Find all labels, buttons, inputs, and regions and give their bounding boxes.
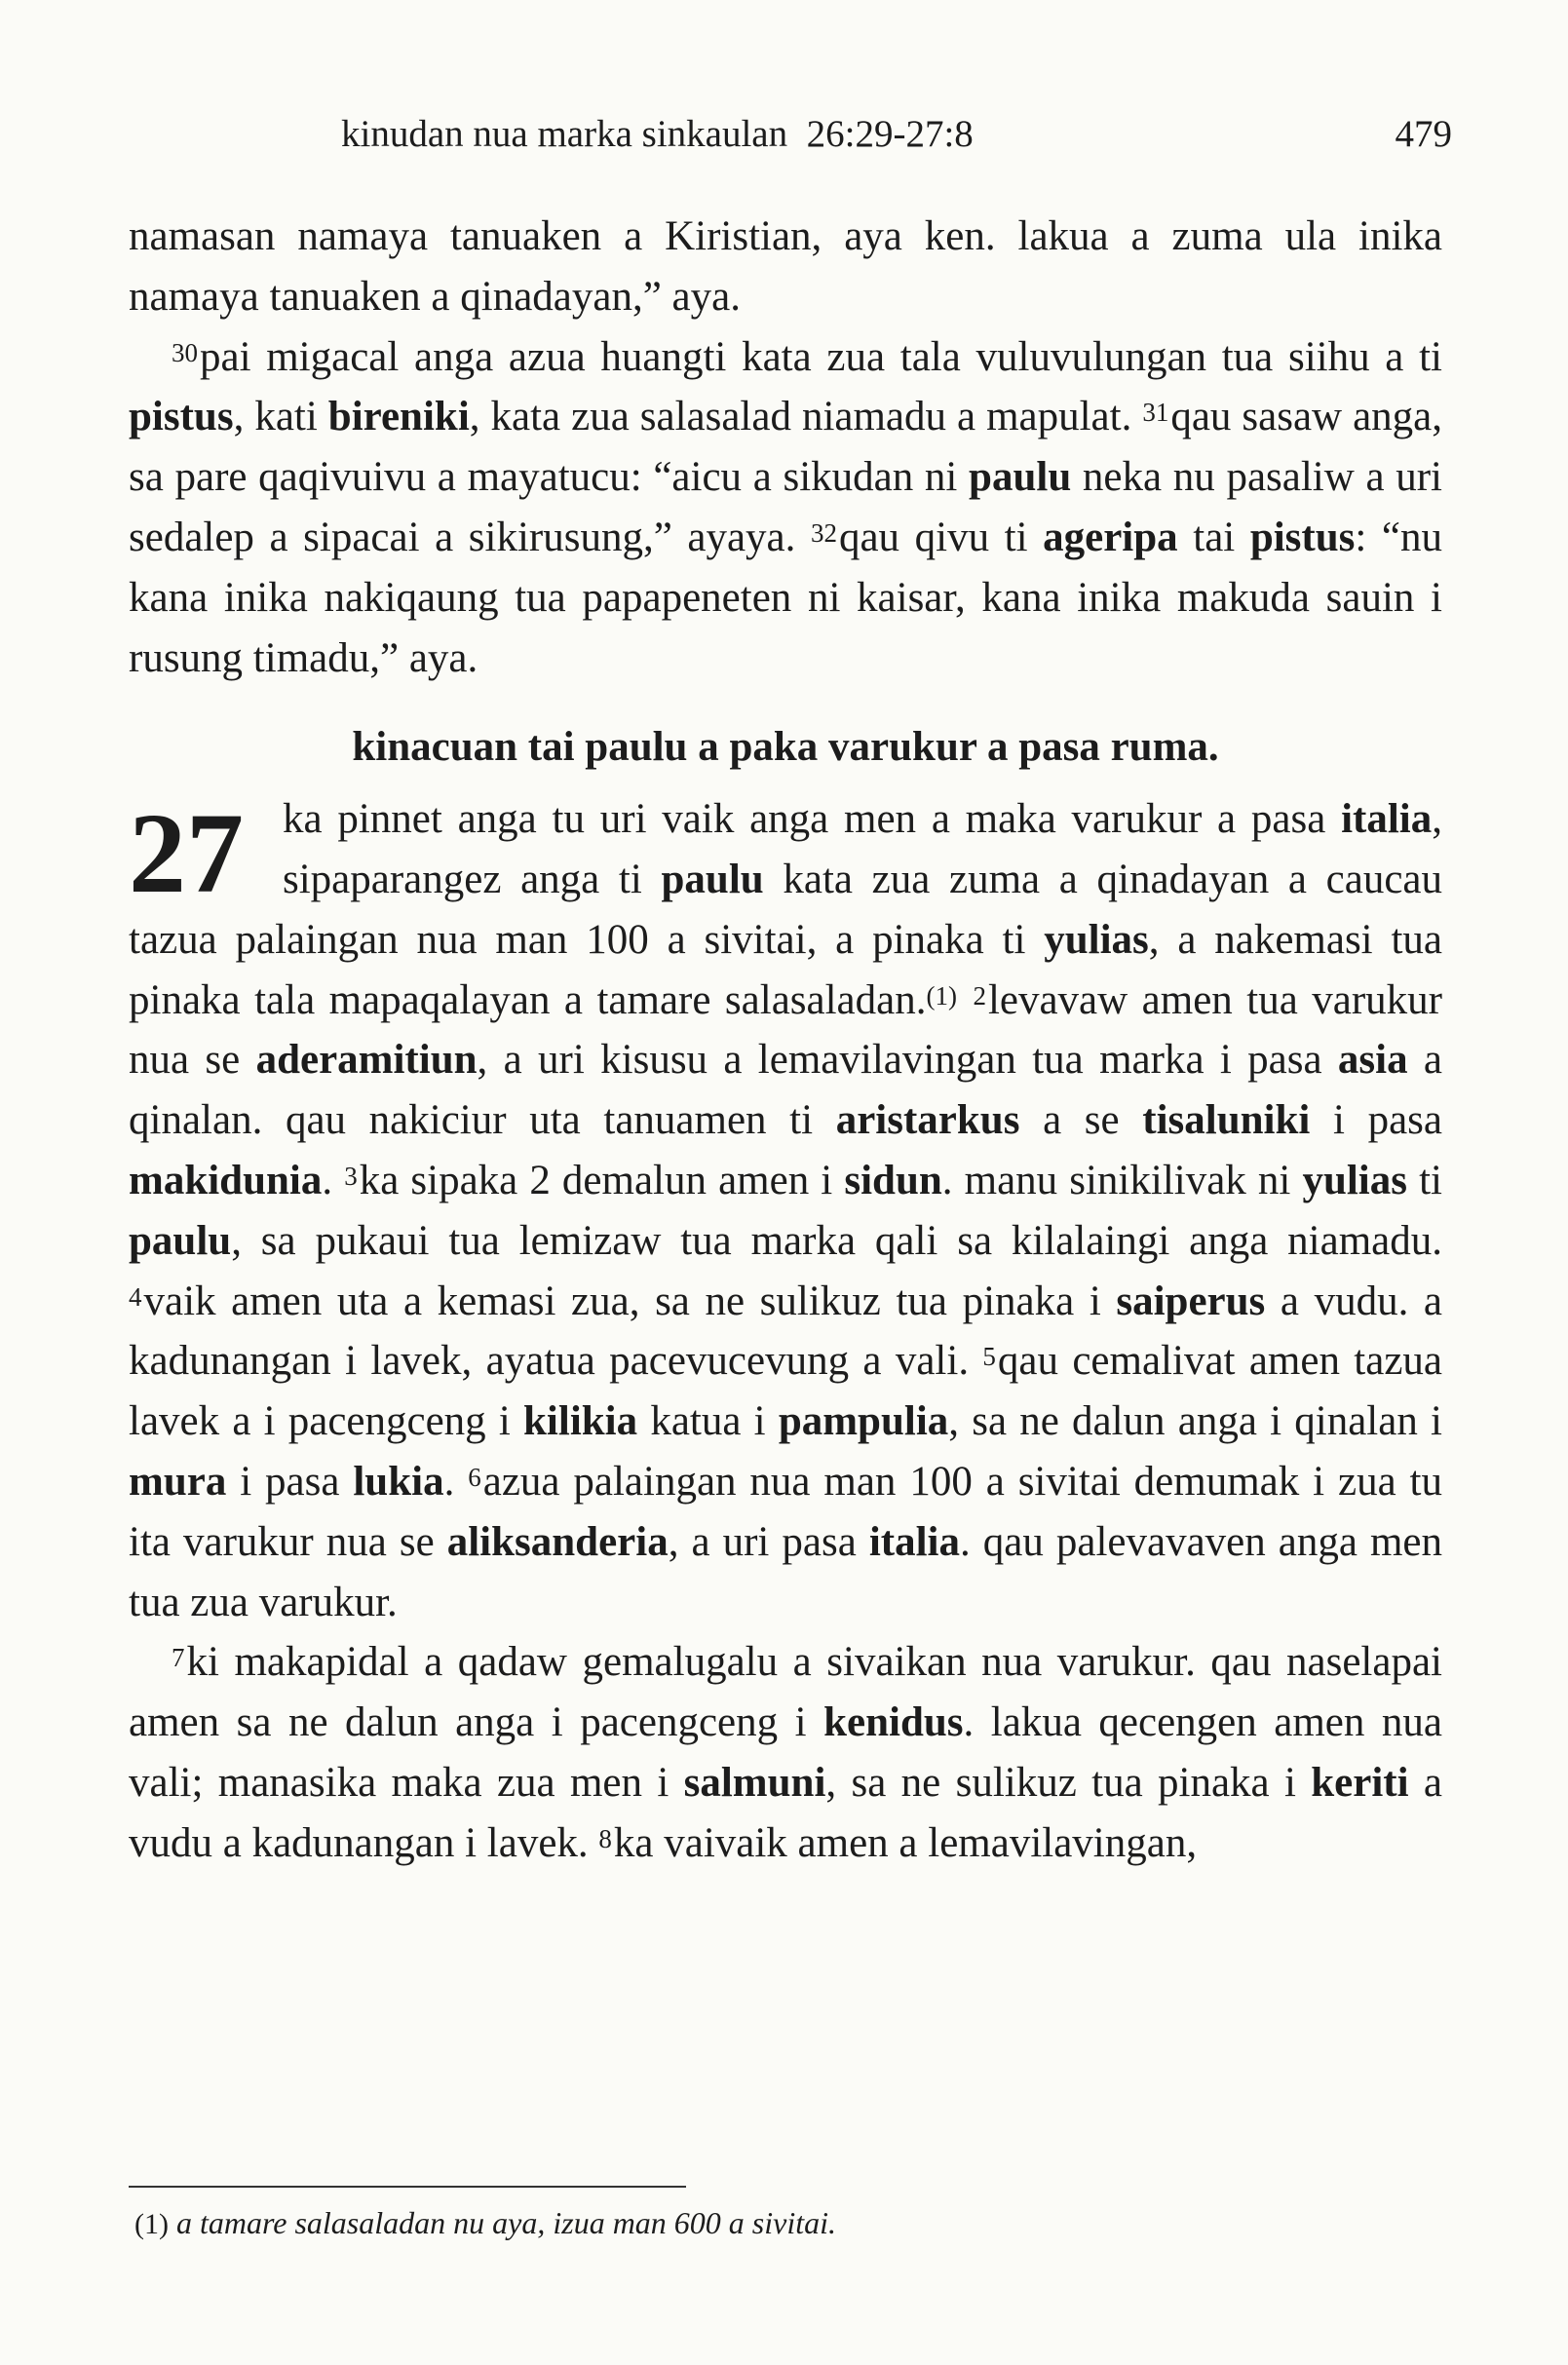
text-run: qau qivu ti (838, 514, 1044, 560)
name-lukia: lukia (353, 1458, 444, 1505)
text-run: ti (1406, 1157, 1442, 1203)
name-bireniki: bireniki (327, 394, 470, 440)
name-pampulia: pampulia (778, 1398, 949, 1445)
text-run: ka sipaka 2 demalun amen i (359, 1157, 845, 1203)
text-run: : “nu kana inika nakiqaung tua papapeneten ni kaisar, kana inika makuda sauin i rusung timadu,” aya. (129, 514, 1442, 681)
running-header (341, 105, 1452, 164)
text-run: a se (1019, 1097, 1143, 1144)
chapter-number: 27 (129, 789, 244, 918)
text-run: qau cemalivat amen tazua lavek a i pacengceng i (129, 1338, 1442, 1445)
footnote-text: a tamare salasaladan nu aya, izua man 600 a sivitai. (175, 2205, 837, 2240)
name-pistus: pistus (1249, 514, 1356, 560)
paragraph-chapter-27 (129, 789, 1442, 1632)
text-run: , sa pukaui tua lemizaw tua marka qali sa kilalaingi anga niamadu. (231, 1217, 1442, 1264)
verse-number-5: 5 (982, 1342, 996, 1372)
text-run: a vudu. a kadunangan i lavek, ayatua pacevucevung a vali. (129, 1278, 1443, 1385)
text-run: ki makapidal a qadaw gemalugalu a sivaikan nua varukur. qau naselapai amen sa ne dalun anga i pacengceng i (129, 1639, 1442, 1746)
text-run: , kati (233, 394, 328, 440)
name-sidun: sidun (844, 1157, 942, 1203)
name-paulu: paulu (661, 856, 764, 902)
verse-number-31: 31 (1142, 398, 1169, 428)
footnote-divider (129, 2186, 686, 2188)
name-asia: asia (1337, 1037, 1408, 1084)
text-run: , a uri kisusu a lemavilavingan tua marka i pasa (477, 1037, 1338, 1084)
name-mura: mura (129, 1458, 227, 1505)
text-run: kata zua zuma a qinadayan a caucau tazua palaingan nua man 100 a sivitai, a pinaka ti (129, 856, 1442, 963)
name-italia: italia (1341, 796, 1433, 843)
name-kilikia: kilikia (523, 1398, 638, 1445)
name-saiperus: saiperus (1116, 1278, 1266, 1324)
name-yulias: yulias (1302, 1157, 1407, 1203)
name-paulu: paulu (969, 454, 1072, 501)
paragraph-verses-7-8 (129, 1632, 1442, 1873)
name-aliksanderia: aliksanderia (446, 1518, 669, 1565)
text-run: , kata zua salasalad niamadu a mapulat. (469, 394, 1143, 440)
book-title: kinudan nua marka sinkaulan (341, 113, 788, 155)
text-run: i pasa (226, 1458, 354, 1505)
main-text (129, 207, 1442, 1874)
text-run: i pasa (1310, 1097, 1442, 1144)
footnote (134, 2200, 1440, 2247)
verse-number-4: 4 (129, 1281, 142, 1312)
text-run: ka vaivaik amen a lemavilavingan, (613, 1819, 1198, 1866)
paragraph-continuation: namasan namaya tanuaken a Kiristian, aya ken. lakua a zuma ula inika namaya tanuaken a qinadayan,” aya. (129, 213, 1442, 320)
name-keriti: keriti (1311, 1759, 1409, 1806)
text-run: a qinalan. qau nakiciur uta tanuamen ti (129, 1037, 1442, 1144)
footnote-reference: (1) (926, 980, 957, 1011)
text-run: . qau palevavaven anga men tua zua varukur. (129, 1518, 1442, 1625)
text-run: pai migacal anga azua huangti kata zua tala vuluvulungan tua siihu a ti (200, 333, 1442, 380)
name-pistus: pistus (129, 394, 234, 440)
text-run: . lakua qecengen amen nua vali; manasika maka zua men i (129, 1699, 1442, 1806)
text-run: azua palaingan nua man 100 a sivitai demumak i zua tu ita varukur nua se (129, 1458, 1442, 1565)
name-kenidus: kenidus (823, 1699, 964, 1746)
text-run: vaik amen uta a kemasi zua, sa ne sulikuz tua pinaka i (143, 1278, 1117, 1324)
verse-number-32: 32 (810, 517, 837, 548)
name-makidunia: makidunia (129, 1157, 323, 1203)
text-run: . manu sinikilivak ni (941, 1157, 1303, 1203)
text-run: ka pinnet anga tu uri vaik anga men a maka varukur a pasa (283, 796, 1342, 843)
name-aristarkus: aristarkus (835, 1097, 1020, 1144)
verse-number-7: 7 (172, 1643, 185, 1673)
text-run: levavaw amen tua varukur nua se (129, 976, 1442, 1084)
name-yulias: yulias (1044, 916, 1149, 963)
text-run: . (443, 1458, 469, 1505)
text-run: , a uri pasa (668, 1518, 869, 1565)
text-run: tai (1177, 514, 1250, 560)
header-title-line (341, 105, 974, 164)
name-italia: italia (868, 1518, 960, 1565)
text-run: , a nakemasi tua pinaka tala mapaqalayan a tamare salasaladan. (129, 916, 1442, 1023)
text-run: katua i (637, 1398, 779, 1445)
text-run: a vudu a kadunangan i lavek. (129, 1759, 1443, 1866)
name-paulu: paulu (129, 1217, 232, 1264)
footnote-mark: (1) (134, 2208, 169, 2240)
verse-number-8: 8 (598, 1823, 612, 1853)
text-run: . (322, 1157, 345, 1203)
name-salmuni: salmuni (683, 1759, 826, 1806)
paragraph-verses-30-32 (129, 327, 1442, 689)
text-run: , sipaparangez anga ti (283, 796, 1442, 902)
page-number: 479 (1395, 113, 1452, 155)
text-run: , sa ne dalun anga i qinalan i (948, 1398, 1442, 1445)
verse-range: 26:29-27:8 (806, 113, 974, 155)
name-aderamitiun: aderamitiun (255, 1037, 478, 1084)
text-run: , sa ne sulikuz tua pinaka i (825, 1759, 1312, 1806)
name-ageripa: ageripa (1043, 514, 1178, 560)
verse-number-3: 3 (344, 1161, 358, 1191)
verse-number-30: 30 (172, 337, 198, 367)
verse-number-2: 2 (973, 980, 986, 1011)
name-tisaluniki: tisaluniki (1142, 1097, 1311, 1144)
text-run: neka nu pasaliw a uri sedalep a sipacai a sikirusung,” ayaya. (129, 454, 1442, 560)
verse-number-6: 6 (468, 1462, 481, 1492)
section-heading: kinacuan tai paulu a paka varukur a pasa ruma. (352, 724, 1219, 771)
text-run: qau sasaw anga, sa pare qaqivuivu a mayatucu: “aicu a sikudan ni (129, 394, 1442, 501)
